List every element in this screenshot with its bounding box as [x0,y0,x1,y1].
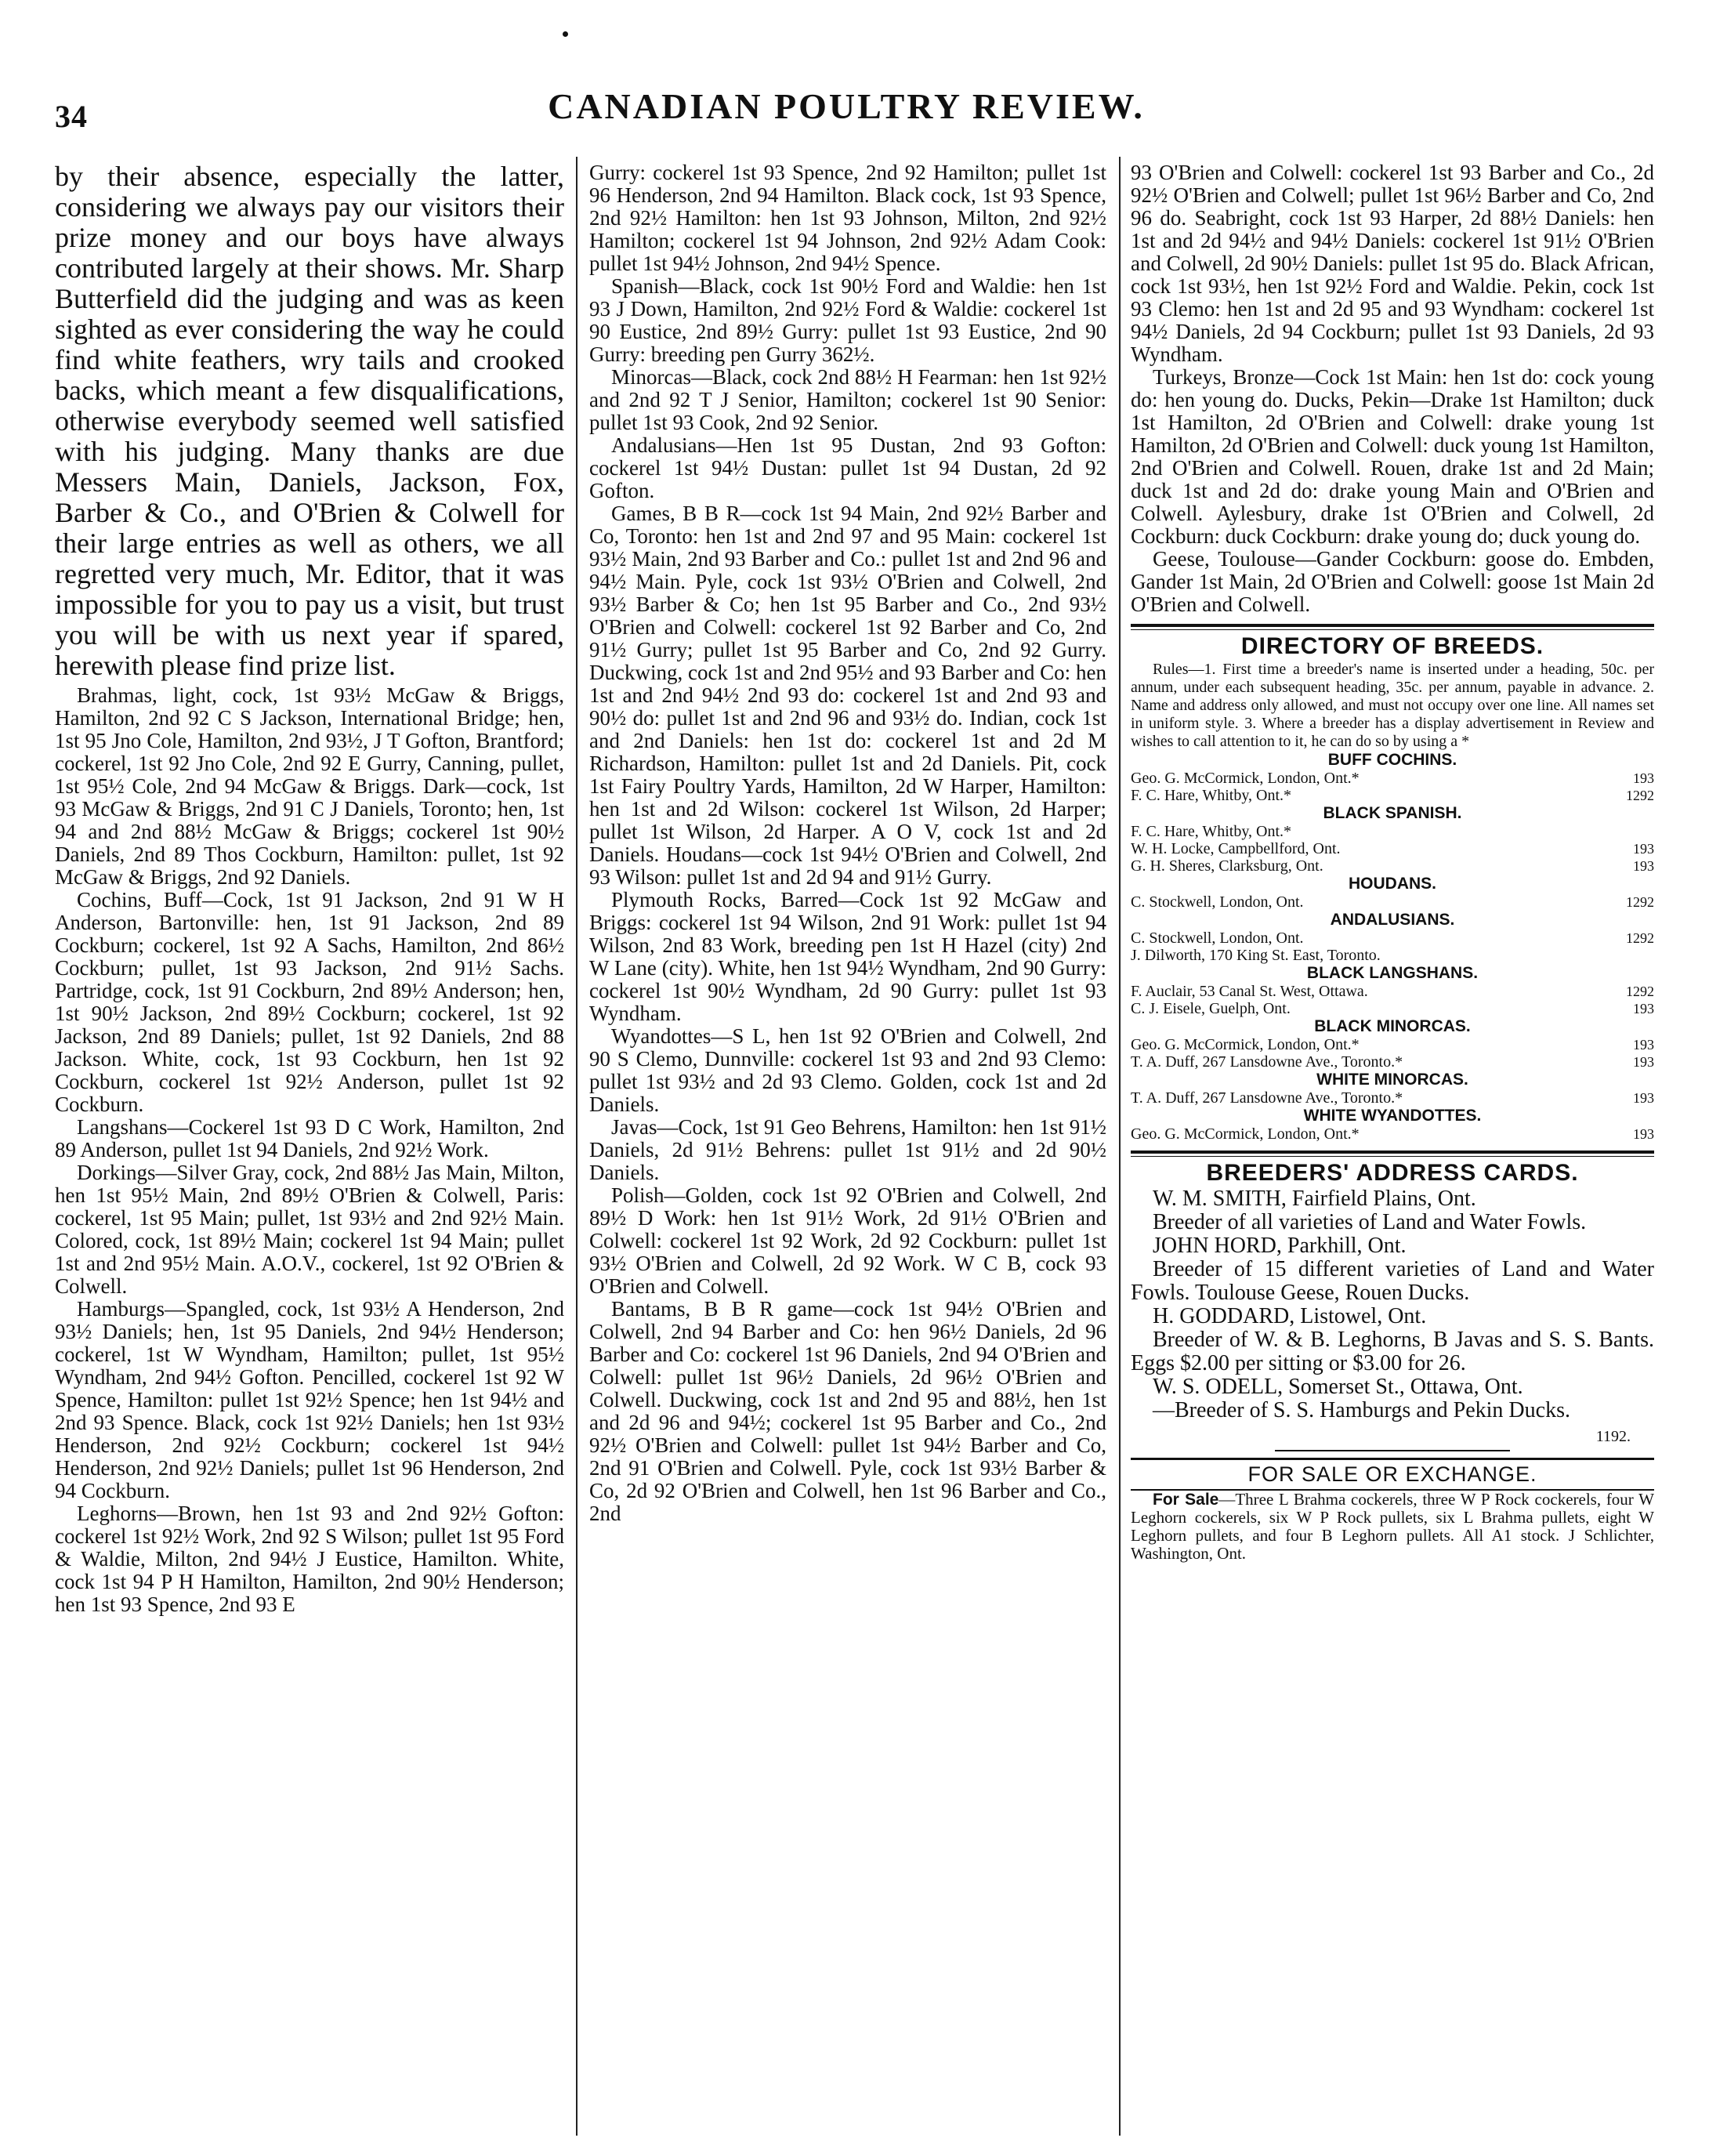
breeder-text: F. C. Hare, Whitby, Ont.* [1131,787,1292,804]
prize-paragraph: Minorcas—Black, cock 2nd 88½ H Fearman: hen 1st 92½ and 2nd 92 T J Senior, Hamilton; cockerel 1st 90 Senior: pullet 1st 93 Cook, 2nd 92 Senior. [589,365,1106,434]
prize-paragraph: Langshans—Cockerel 1st 93 D C Work, Hamilton, 2nd 89 Anderson, pullet 1st 94 Daniels, 2nd 92½ Work. [55,1115,564,1161]
breed-heading: ANDALUSIANS. [1330,911,1455,929]
breeder-text: C. Stockwell, London, Ont. [1131,929,1304,947]
ad-code: 1292 [1626,984,1654,999]
breeder-text: T. A. Duff, 267 Lansdowne Ave., Toronto.* [1131,1089,1403,1107]
print-speck [563,31,568,37]
prize-paragraph: Cochins, Buff—Cock, 1st 91 Jackson, 2nd 91 W H Anderson, Bartonville: hen, 1st 91 Jackson, 2nd 89 Cockburn; cockerel, 1st 92 A Sachs, Hamilton, 2nd 86½ Cockburn; pullet, 1st 93 Jackson, 2nd 91½ Sachs. Partridge, cock, 1st 91 Cockburn, 2nd 89½ Anderson; hen, 1st 90½ Jackson, 2nd 89½ Cockburn; cockerel, 1st 92 Jackson, 2nd 89 Daniels; pullet, 1st 92 Daniels, 2nd 88 Jackson. White, cock, 1st 93 Cockburn, hen 1st 92 Cockburn, cockerel 1st 92½ Anderson, pullet 1st 92 Cockburn. [55,888,564,1116]
address-card [1131,1375,1654,1422]
prize-paragraph: Javas—Cock, 1st 91 Geo Behrens, Hamilton: hen 1st 91½ Daniels, 2d 91½ Behrens: pullet 1st 91½ and 2d 90½ Daniels. [589,1115,1106,1184]
directory-heading: DIRECTORY OF BREEDS. [1240,633,1544,659]
card-name: H. GODDARD, Listowel, Ont. [1153,1304,1427,1328]
directory-rules: Rules—1. First time a breeder's name is inserted under a heading, 50c. per annum, under each subsequent heading, 35c. per annum, payable in advance. 2. Name and address only allowed, and must not occupy over one line. All names set in uniform style. 3. Where a breeder has a display advertisement in Review and wishes to call attention to it, he can do so by using a * [1131,661,1654,750]
ad-code: 193 [1633,1037,1654,1053]
prize-paragraph: Geese, Toulouse—Gander Cockburn: goose do. Embden, Gander 1st Main, 2d O'Brien and Colwell: goose 1st Main 2d O'Brien and Colwell. [1131,547,1654,616]
breeder-text: G. H. Sheres, Clarksburg, Ont. [1131,857,1323,875]
prize-paragraph: Games, B B R—cock 1st 94 Main, 2nd 92½ Barber and Co, Toronto: hen 1st and 2nd 97 and 95 Main: cockerel 1st 93½ Main, 2nd 93 Barber and Co.: pullet 1st and 2nd 96 and 94½ Main. Pyle, cock 1st 93½ O'Brien and Colwell, 2nd 93½ Barber & Co; hen 1st 95 Barber and Co., 2nd 93½ O'Brien and Colwell: cockerel 1st 92 Barber and Co, 2nd 91½ Gurry; pullet 1st 95 Barber and Co, 2nd 92 Gurry. Duckwing, cock 1st and 2nd 95½ and 93 Barber and Co: hen 1st and 2nd 94½ 2nd 93 do: cockerel 1st and 2nd 93 and 90½ do: pullet 1st and 2nd 96 and 93½ do. Indian, cock 1st and 2nd Daniels: hen 1st do: cockerel 1st and 2d M Richardson, Hamilton: pullet 1st and 2d Daniels. Pit, cock 1st Fairy Poultry Yards, Hamilton, 2d W Harper, Hamilton: hen 1st and 2d Wilson: cockerel 1st Wilson, 2d Harper; pullet 1st Wilson, 2d Harper. A O V, cock 1st and 2d Daniels. Houdans—cock 1st 94½ O'Brien and Colwell, 2nd 93 Wilson: pullet 1st and 2d 94 and 91½ Gurry. [589,502,1106,889]
sale-heading: FOR SALE OR EXCHANGE. [1247,1462,1537,1486]
column-1 [55,161,564,1616]
sale-box [1131,1458,1654,1491]
breed-heading: BLACK MINORCAS. [1314,1017,1471,1035]
card-text: —Breeder of S. S. Hamburgs and Pekin Ducks. [1153,1398,1570,1422]
breeder-text: Geo. G. McCormick, London, Ont.* [1131,770,1360,787]
prize-paragraph: Hamburgs—Spangled, cock, 1st 93½ A Henderson, 2nd 93½ Daniels; hen, 1st 95 Daniels, 2nd 94½ Henderson; cockerel, 1st W Wyndham, Hamilton; pullet, 1st 95½ Wyndham, 2nd 94½ Gofton. Pencilled, cockerel 1st 92 W Spence, Hamilton: pullet 1st 92½ Spence; hen 1st 94½ and 2nd 93 Spence. Black, cock 1st 92½ Daniels; hen 1st 93½ Henderson, 2nd 92½ Cockburn; cockerel 1st 94½ Henderson, 2nd 92½ Daniels; pullet 1st 96 Henderson, 2nd 94 Cockburn. [55,1297,564,1502]
card-name: W. M. SMITH, Fairfield Plains, Ont. [1153,1187,1476,1211]
ad-code [1638,947,1654,964]
breeder-text: J. Dilworth, 170 King St. East, Toronto. [1131,947,1381,964]
breeder-text: C. Stockwell, London, Ont. [1131,893,1304,911]
breed-list [1131,751,1654,1143]
breeder-entry [1131,1053,1654,1071]
breeder-text: Geo. G. McCormick, London, Ont.* [1131,1125,1360,1143]
ad-code: 1292 [1626,788,1654,803]
section-rule [1131,624,1654,630]
breeder-entry [1131,823,1654,840]
ad-code: 193 [1633,1001,1654,1016]
card-text: Breeder of 15 different varieties of Land and Water Fowls. Toulouse Geese, Rouen Ducks. [1131,1257,1654,1305]
address-card [1131,1305,1654,1375]
column-2 [589,161,1106,1525]
prize-paragraph: 93 O'Brien and Colwell: cockerel 1st 93 Barber and Co., 2d 92½ O'Brien and Colwell; pullet 1st 96½ Barber and Co, 2nd 96 do. Seabright, cock 1st 93 Harper, 2d 88½ Daniels: hen 1st and 2d 94½ and 94½ Daniels: cockerel 1st 91½ O'Brien and Colwell, 2d 90½ Daniels: pullet 1st 95 do. Black African, cock 1st 93½, hen 1st 92½ Ford and Waldie. Pekin, cock 1st 93 Clemo: hen 1st and 2d 95 and 93 Wyndham: cockerel 1st 94½ Daniels, 2d 94 Cockburn; pullet 1st 93 Daniels, 2d 93 Wyndham. [1131,161,1654,366]
ad-code: 193 [1633,1054,1654,1070]
breeder-entry [1131,929,1654,947]
breeder-text: F. Auclair, 53 Canal St. West, Ottawa. [1131,983,1368,1000]
ad-code: 1292 [1626,894,1654,910]
breed-heading: BUFF COCHINS. [1327,751,1457,769]
breeder-text: T. A. Duff, 267 Lansdowne Ave., Toronto.* [1131,1053,1403,1071]
sale-notice [1131,1491,1654,1563]
breeder-entry [1131,857,1654,875]
breeder-entry [1131,1089,1654,1107]
breeder-entry [1131,770,1654,787]
prize-paragraph: Gurry: cockerel 1st 93 Spence, 2nd 92 Hamilton; pullet 1st 96 Henderson, 2nd 94 Hamilton. Black cock, 1st 93 Spence, 2nd 92½ Hamilton: hen 1st 93 Johnson, Milton, 2nd 92½ Hamilton; cockerel 1st 94 Johnson, 2nd 92½ Adam Cook: pullet 1st 94½ Johnson, 2nd 94½ Spence. [589,161,1106,275]
address-card [1131,1187,1654,1234]
section-rule [1275,1450,1510,1451]
prize-paragraph: Turkeys, Bronze—Cock 1st Main: hen 1st do: cock young do: hen young do. Ducks, Pekin—Drake 1st Hamilton; duck 1st Hamilton, 2d O'Brien and Colwell: drake young 1st Hamilton, 2d O'Brien and Colwell: duck young 1st Hamilton, 2nd O'Brien and Colwell. Rouen, drake 1st and 2d Main; duck 1st and 2d do: drake young Main and O'Brien and Colwell. Aylesbury, drake 1st O'Brien and Colwell, 2d Cockburn: duck Cockburn: drake young do; duck young do. [1131,365,1654,548]
prize-paragraph: Wyandottes—S L, hen 1st 92 O'Brien and Colwell, 2nd 90 S Clemo, Dunnville: cockerel 1st 93 and 2nd 93 Clemo: pullet 1st 93½ and 2d 93 Clemo. Golden, cock 1st and 2d Daniels. [589,1024,1106,1116]
address-card [1131,1234,1654,1305]
card-name: W. S. ODELL, Somerset St., Ottawa, Ont. [1153,1375,1523,1399]
breeder-entry [1131,893,1654,911]
prize-paragraph: Spanish—Black, cock 1st 90½ Ford and Waldie: hen 1st 93 J Down, Hamilton, 2nd 92½ Ford & Waldie: cockerel 1st 90 Eustice, 2nd 89½ Gurry: pullet 1st 93 Eustice, 2nd 90 Gurry: breeding pen Gurry 362½. [589,274,1106,366]
sale-lead: For Sale [1153,1491,1219,1509]
cards-heading: BREEDERS' ADDRESS CARDS. [1206,1160,1579,1186]
breed-heading: WHITE WYANDOTTES. [1303,1107,1482,1125]
prize-paragraph: Dorkings—Silver Gray, cock, 2nd 88½ Jas Main, Milton, hen 1st 95½ Main, 2nd 89½ O'Brien & Colwell, Paris: cockerel, 1st 95 Main; pullet, 1st 93½ and 2nd 92½ Main. Colored, cock, 1st 89½ Main; cockerel 1st 94 Main; pullet 1st and 2nd 95½ Main. A.O.V., cockerel, 1st 92 O'Brien & Colwell. [55,1161,564,1298]
prize-paragraph: Brahmas, light, cock, 1st 93½ McGaw & Briggs, Hamilton, 2nd 92 C S Jackson, International Bridge; hen, 1st 95 Jno Cole, Hamilton, 2nd 93½, J T Gofton, Brantford; cockerel, 1st 92 Jno Cole, 2nd 92 E Gurry, Canning, pullet, 1st 95½ Cole, 2nd 94 McGaw & Briggs. Dark—cock, 1st 93 McGaw & Briggs, 2nd 91 C J Daniels, Toronto; hen, 1st 94 and 2nd 88½ McGaw & Briggs; cockerel 1st 90½ Daniels, 2nd 89 Thos Cockburn, Hamilton: pullet, 1st 92 McGaw & Briggs, 2nd 92 Daniels. [55,683,564,889]
breeder-entry [1131,1036,1654,1053]
card-text: Breeder of all varieties of Land and Water Fowls. [1153,1210,1587,1234]
ad-code: 193 [1633,1126,1654,1142]
breeder-text: C. J. Eisele, Guelph, Ont. [1131,1000,1291,1017]
prize-paragraph: Polish—Golden, cock 1st 92 O'Brien and Colwell, 2nd 89½ D Work: hen 1st 91½ Work, 2d 91½ O'Brien and Colwell: cockerel 1st 92 Work, 2d 92 Cockburn: pullet 1st 93½ O'Brien and Colwell, 2d 92 Work. W C B, cock 93 O'Brien and Colwell. [589,1183,1106,1298]
masthead-title: CANADIAN POULTRY REVIEW. [548,85,1145,126]
ad-code: 193 [1633,841,1654,857]
ad-code: 193 [1633,1090,1654,1106]
breed-heading: HOUDANS. [1348,875,1436,893]
section-rule [1131,1150,1654,1157]
prize-paragraph: Andalusians—Hen 1st 95 Dustan, 2nd 93 Gofton: cockerel 1st 94½ Dustan: pullet 1st 94 Dustan, 2d 92 Gofton. [589,433,1106,502]
breeder-entry [1131,1000,1654,1017]
column-3 [1131,161,1654,1563]
breeder-text: W. H. Locke, Campbellford, Ont. [1131,840,1341,857]
card-name: JOHN HORD, Parkhill, Ont. [1153,1234,1407,1258]
sale-text: —Three L Brahma cockerels, three W P Rock cockerels, four W Leghorn cockerels, six W P Rock pullets, six L Brahma pullets, eight W Leghorn pullets, and four B Leghorn pullets. All A1 stock. J Schlichter, Washington, Ont. [1131,1490,1654,1563]
breeder-entry [1131,1125,1654,1143]
breed-heading: BLACK LANGSHANS. [1306,964,1479,982]
prize-paragraph: Leghorns—Brown, hen 1st 93 and 2nd 92½ Gofton: cockerel 1st 92½ Work, 2nd 92 S Wilson; pullet 1st 95 Ford & Waldie, Milton, 2nd 94½ J Eustice, Hamilton. White, cock 1st 94 P H Hamilton, Hamilton, 2nd 90½ Henderson; hen 1st 93 Spence, 2nd 93 E [55,1502,564,1616]
ad-code: 193 [1633,770,1654,786]
breeder-text: Geo. G. McCormick, London, Ont.* [1131,1036,1360,1053]
lead-paragraph: by their absence, especially the latter, considering we always pay our visitors their prize money and our boys have always contributed largely at their shows. Mr. Sharp Butterfield did the judging and was as keen sighted as ever considering the way he could find white feathers, wry tails and crooked backs, which meant a few disqualifications, otherwise everybody seemed well satisfied with his judging. Many thanks are due Messers Main, Daniels, Jackson, Fox, Barber & Co., and O'Brien & Colwell for their large entries as well as others, we all regretted very much, Mr. Editor, that it was impossible for you to pay us a visit, but trust you will be with us next year if spared, herewith please find prize list. [55,161,564,681]
breeder-entry [1131,840,1654,857]
breeder-entry [1131,787,1654,804]
card-text: Breeder of W. & B. Leghorns, B Javas and S. S. Bants. Eggs $2.00 per sitting or $3.00 for 26. [1131,1328,1654,1375]
column-rule [1119,157,1121,2136]
prize-paragraph: Bantams, B B R game—cock 1st 94½ O'Brien and Colwell, 2nd 94 Barber and Co: hen 96½ Daniels, 2d 96 Barber and Co: cockerel 1st 96 Daniels, 2nd 94 O'Brien and Colwell: pullet 1st 96½ Daniels, 2d 96½ O'Brien and Colwell. Duckwing, cock 1st and 2nd 95 and 88½, hen 1st and 2d 96 and 94½; cockerel 1st 95 Barber and Co., 2nd 92½ O'Brien and Colwell: pullet 1st 94½ Barber and Co, 2nd 91 O'Brien and Colwell. Pyle, cock 1st 93½ Barber & Co, 2d 92 O'Brien and Colwell, hen 1st 96 Barber and Co., 2nd [589,1297,1106,1525]
page-number: 34 [55,99,88,134]
column-rule [576,157,578,2136]
breed-heading: WHITE MINORCAS. [1316,1071,1468,1089]
breeder-text: F. C. Hare, Whitby, Ont.* [1131,823,1292,840]
ad-code [1638,823,1654,840]
ad-code: 193 [1633,858,1654,874]
masthead [549,72,1144,140]
card-code: 1192. [1595,1428,1631,1445]
breeder-entry [1131,947,1654,964]
ad-code: 1292 [1626,930,1654,946]
breeder-entry [1131,983,1654,1000]
breed-heading: BLACK SPANISH. [1323,804,1462,822]
prize-paragraph: Plymouth Rocks, Barred—Cock 1st 92 McGaw and Briggs: cockerel 1st 94 Wilson, 2nd 91 Work: pullet 1st 94 Wilson, 2nd 83 Work, breeding pen 1st H Hazel (city) 2nd W Lane (city). White, hen 1st 94½ Wyndham, 2nd 90 Gurry: cockerel 1st 90½ Wyndham, 2d 90 Gurry: pullet 1st 93 Wyndham. [589,888,1106,1025]
